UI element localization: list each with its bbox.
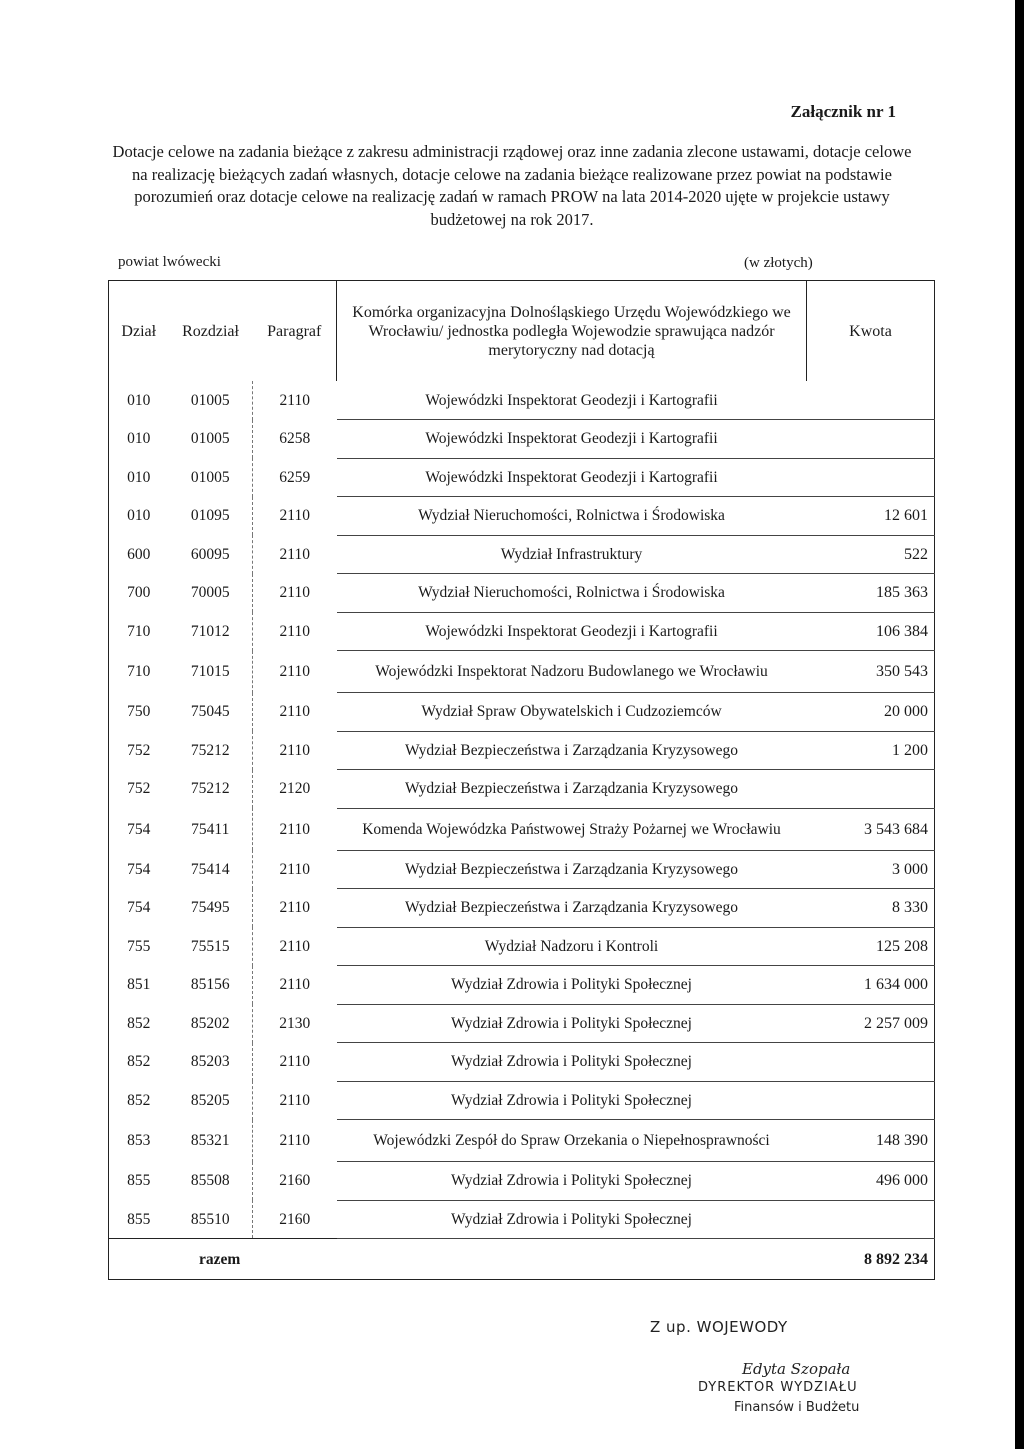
cell-kwota: 496 000 xyxy=(807,1162,935,1201)
currency-unit-note: (w złotych) xyxy=(744,255,813,271)
cell-kwota: 2 257 009 xyxy=(807,1004,935,1043)
total-row xyxy=(109,1239,935,1280)
cell-dzial: 752 xyxy=(127,741,151,759)
cell-dzial: 851 xyxy=(127,976,151,994)
cell-rozdzial: 75414 xyxy=(190,860,230,878)
cell-paragraf: 2160 xyxy=(253,1162,337,1201)
header-rozdzial: Rozdział xyxy=(182,322,239,340)
table-row xyxy=(109,693,935,732)
stamp-title-line: DYREKTOR WYDZIAŁU xyxy=(698,1380,858,1395)
cell-kwota xyxy=(807,420,935,459)
cell-dzial: 754 xyxy=(127,899,151,917)
cell-kwota xyxy=(807,1043,935,1082)
cell-dzial: 710 xyxy=(127,622,151,640)
cell-paragraf: 2110 xyxy=(253,612,337,651)
table-row xyxy=(109,535,935,574)
cell-dzial: 754 xyxy=(127,860,151,878)
cell-dzial: 700 xyxy=(127,584,151,602)
cell-rozdzial: 01005 xyxy=(190,391,230,409)
cell-rozdzial: 75045 xyxy=(190,703,230,721)
table-row xyxy=(109,850,935,889)
cell-kwota: 20 000 xyxy=(807,693,935,732)
cell-kwota: 1 634 000 xyxy=(807,966,935,1005)
cell-dzial: 855 xyxy=(127,1210,151,1228)
stamp-authority-line: Z up. WOJEWODY xyxy=(650,1318,788,1336)
cell-kwota: 3 543 684 xyxy=(807,808,935,850)
cell-paragraf: 2110 xyxy=(253,693,337,732)
cell-dzial: 010 xyxy=(127,430,151,448)
cell-paragraf: 2110 xyxy=(253,381,337,420)
cell-rozdzial: 71015 xyxy=(190,663,230,680)
cell-dzial: 010 xyxy=(127,391,151,409)
cell-rozdzial: 85205 xyxy=(190,1091,230,1109)
cell-paragraf: 2110 xyxy=(253,1081,337,1120)
cell-paragraf: 2110 xyxy=(253,1120,337,1162)
cell-komorka: Wydział Nieruchomości, Rolnictwa i Środowiska xyxy=(337,497,807,536)
cell-rozdzial: 75212 xyxy=(190,780,230,798)
cell-komorka: Wydział Zdrowia i Polityki Społecznej xyxy=(337,1081,807,1120)
cell-komorka: Wydział Bezpieczeństwa i Zarządzania Kryzysowego xyxy=(337,889,807,928)
cell-dzial: 755 xyxy=(127,937,151,955)
cell-kwota: 3 000 xyxy=(807,850,935,889)
cell-komorka: Wydział Zdrowia i Polityki Społecznej xyxy=(337,1043,807,1082)
cell-komorka: Wydział Zdrowia i Polityki Społecznej xyxy=(337,1200,807,1239)
grants-table xyxy=(108,280,935,1280)
table-row xyxy=(109,927,935,966)
cell-komorka: Wydział Zdrowia i Polityki Społecznej xyxy=(337,966,807,1005)
county-label: powiat lwówecki xyxy=(118,254,221,270)
table-row xyxy=(109,612,935,651)
table-row xyxy=(109,574,935,613)
table-row xyxy=(109,651,935,693)
cell-dzial: 010 xyxy=(127,468,151,486)
cell-komorka: Wydział Spraw Obywatelskich i Cudzoziemców xyxy=(337,693,807,732)
table-row xyxy=(109,420,935,459)
cell-rozdzial: 71012 xyxy=(190,622,230,640)
cell-paragraf: 2110 xyxy=(253,731,337,770)
table-row xyxy=(109,889,935,928)
table-row xyxy=(109,966,935,1005)
cell-kwota: 125 208 xyxy=(807,927,935,966)
cell-komorka: Wojewódzki Inspektorat Geodezji i Kartografii xyxy=(337,420,807,459)
cell-kwota xyxy=(807,1081,935,1120)
table-row xyxy=(109,1120,935,1162)
table-row xyxy=(109,770,935,809)
stamp-department-line: Finansów i Budżetu xyxy=(734,1400,860,1415)
cell-dzial: 750 xyxy=(127,703,151,721)
table-row xyxy=(109,381,935,420)
table-row xyxy=(109,1081,935,1120)
cell-komorka: Wojewódzki Inspektorat Nadzoru Budowlanego we Wrocławiu xyxy=(337,651,807,693)
cell-rozdzial: 60095 xyxy=(190,545,230,563)
cell-kwota: 350 543 xyxy=(807,651,935,693)
cell-paragraf: 2110 xyxy=(253,966,337,1005)
cell-paragraf: 2110 xyxy=(253,850,337,889)
table-row xyxy=(109,731,935,770)
cell-kwota xyxy=(807,770,935,809)
cell-dzial: 852 xyxy=(127,1053,151,1071)
header-paragraf: Paragraf xyxy=(267,322,322,340)
cell-dzial: 754 xyxy=(127,820,151,838)
cell-komorka: Wydział Nieruchomości, Rolnictwa i Środowiska xyxy=(337,574,807,613)
scan-edge-bar xyxy=(1015,0,1024,1449)
table-row xyxy=(109,1162,935,1201)
cell-rozdzial: 75411 xyxy=(191,820,230,838)
table-row xyxy=(109,497,935,536)
cell-komorka: Wojewódzki Inspektorat Geodezji i Kartografii xyxy=(337,381,807,420)
cell-komorka: Wydział Zdrowia i Polityki Społecznej xyxy=(337,1162,807,1201)
intro-paragraph: Dotacje celowe na zadania bieżące z zakresu administracji rządowej oraz inne zadania zlecone ustawami, dotacje celowe na realizację bieżących zadań własnych, dotacje celowe na zadania bieżące realizowane przez powiat na podstawie porozumień oraz dotacje celowe na realizację zadań w ramach PROW na lata 2014-2020 ujęte w projekcie ustawy budżetowej na rok 2017. xyxy=(112,142,912,229)
cell-komorka: Wydział Bezpieczeństwa i Zarządzania Kryzysowego xyxy=(337,850,807,889)
cell-paragraf: 2110 xyxy=(253,535,337,574)
table-body xyxy=(109,381,935,1239)
cell-komorka: Wojewódzki Inspektorat Geodezji i Kartografii xyxy=(337,612,807,651)
header-kwota: Kwota xyxy=(807,281,935,382)
cell-rozdzial: 70005 xyxy=(190,584,230,602)
cell-paragraf: 6259 xyxy=(253,458,337,497)
cell-paragraf: 2160 xyxy=(253,1200,337,1239)
table-header-row xyxy=(109,281,935,382)
table-row xyxy=(109,1200,935,1239)
cell-kwota xyxy=(807,1200,935,1239)
stamp-signatory-name: Edyta Szopała xyxy=(742,1360,851,1378)
annex-title: Załącznik nr 1 xyxy=(790,102,896,121)
cell-rozdzial: 01005 xyxy=(190,468,230,486)
cell-rozdzial: 75212 xyxy=(190,741,230,759)
cell-kwota: 12 601 xyxy=(807,497,935,536)
cell-komorka: Komenda Wojewódzka Państwowej Straży Pożarnej we Wrocławiu xyxy=(337,808,807,850)
cell-rozdzial: 85321 xyxy=(190,1132,230,1149)
cell-dzial: 010 xyxy=(127,507,151,525)
cell-paragraf: 2110 xyxy=(253,497,337,536)
cell-dzial: 853 xyxy=(127,1132,151,1149)
cell-paragraf: 2120 xyxy=(253,770,337,809)
cell-komorka: Wojewódzki Zespół do Spraw Orzekania o Niepełnosprawności xyxy=(337,1120,807,1162)
cell-rozdzial: 85203 xyxy=(190,1053,230,1071)
cell-kwota: 185 363 xyxy=(807,574,935,613)
cell-paragraf: 2130 xyxy=(253,1004,337,1043)
cell-komorka: Wydział Nadzoru i Kontroli xyxy=(337,927,807,966)
cell-paragraf: 6258 xyxy=(253,420,337,459)
cell-kwota: 106 384 xyxy=(807,612,935,651)
cell-paragraf: 2110 xyxy=(253,1043,337,1082)
cell-dzial: 710 xyxy=(127,663,151,680)
cell-rozdzial: 85508 xyxy=(190,1172,230,1190)
grants-table-wrapper xyxy=(108,280,934,1280)
cell-kwota: 1 200 xyxy=(807,731,935,770)
table-row xyxy=(109,1043,935,1082)
cell-rozdzial: 01095 xyxy=(190,507,230,525)
cell-rozdzial: 85510 xyxy=(190,1210,230,1228)
cell-dzial: 752 xyxy=(127,780,151,798)
cell-komorka: Wydział Bezpieczeństwa i Zarządzania Kryzysowego xyxy=(337,731,807,770)
cell-rozdzial: 85202 xyxy=(190,1014,230,1032)
cell-dzial: 600 xyxy=(127,545,151,563)
cell-rozdzial: 01005 xyxy=(190,430,230,448)
cell-dzial: 852 xyxy=(127,1091,151,1109)
total-label: razem xyxy=(109,1239,807,1280)
table-row xyxy=(109,808,935,850)
table-row xyxy=(109,458,935,497)
cell-kwota: 522 xyxy=(807,535,935,574)
cell-kwota xyxy=(807,381,935,420)
cell-komorka: Wydział Bezpieczeństwa i Zarządzania Kryzysowego xyxy=(337,770,807,809)
cell-rozdzial: 75495 xyxy=(190,899,230,917)
header-dzial: Dział xyxy=(121,322,157,340)
cell-rozdzial: 75515 xyxy=(190,937,230,955)
cell-kwota: 148 390 xyxy=(807,1120,935,1162)
cell-kwota xyxy=(807,458,935,497)
header-komorka: Komórka organizacyjna Dolnośląskiego Urzędu Wojewódzkiego we Wrocławiu/ jednostka podległa Wojewodzie sprawująca nadzór merytoryczny nad dotacją xyxy=(337,281,807,382)
cell-kwota: 8 330 xyxy=(807,889,935,928)
cell-komorka: Wojewódzki Inspektorat Geodezji i Kartografii xyxy=(337,458,807,497)
table-row xyxy=(109,1004,935,1043)
cell-paragraf: 2110 xyxy=(253,927,337,966)
cell-dzial: 855 xyxy=(127,1172,151,1190)
cell-dzial: 852 xyxy=(127,1014,151,1032)
cell-rozdzial: 85156 xyxy=(190,976,230,994)
cell-komorka: Wydział Zdrowia i Polityki Społecznej xyxy=(337,1004,807,1043)
cell-paragraf: 2110 xyxy=(253,808,337,850)
cell-paragraf: 2110 xyxy=(253,651,337,693)
cell-komorka: Wydział Infrastruktury xyxy=(337,535,807,574)
cell-paragraf: 2110 xyxy=(253,889,337,928)
total-amount: 8 892 234 xyxy=(807,1239,935,1280)
cell-paragraf: 2110 xyxy=(253,574,337,613)
